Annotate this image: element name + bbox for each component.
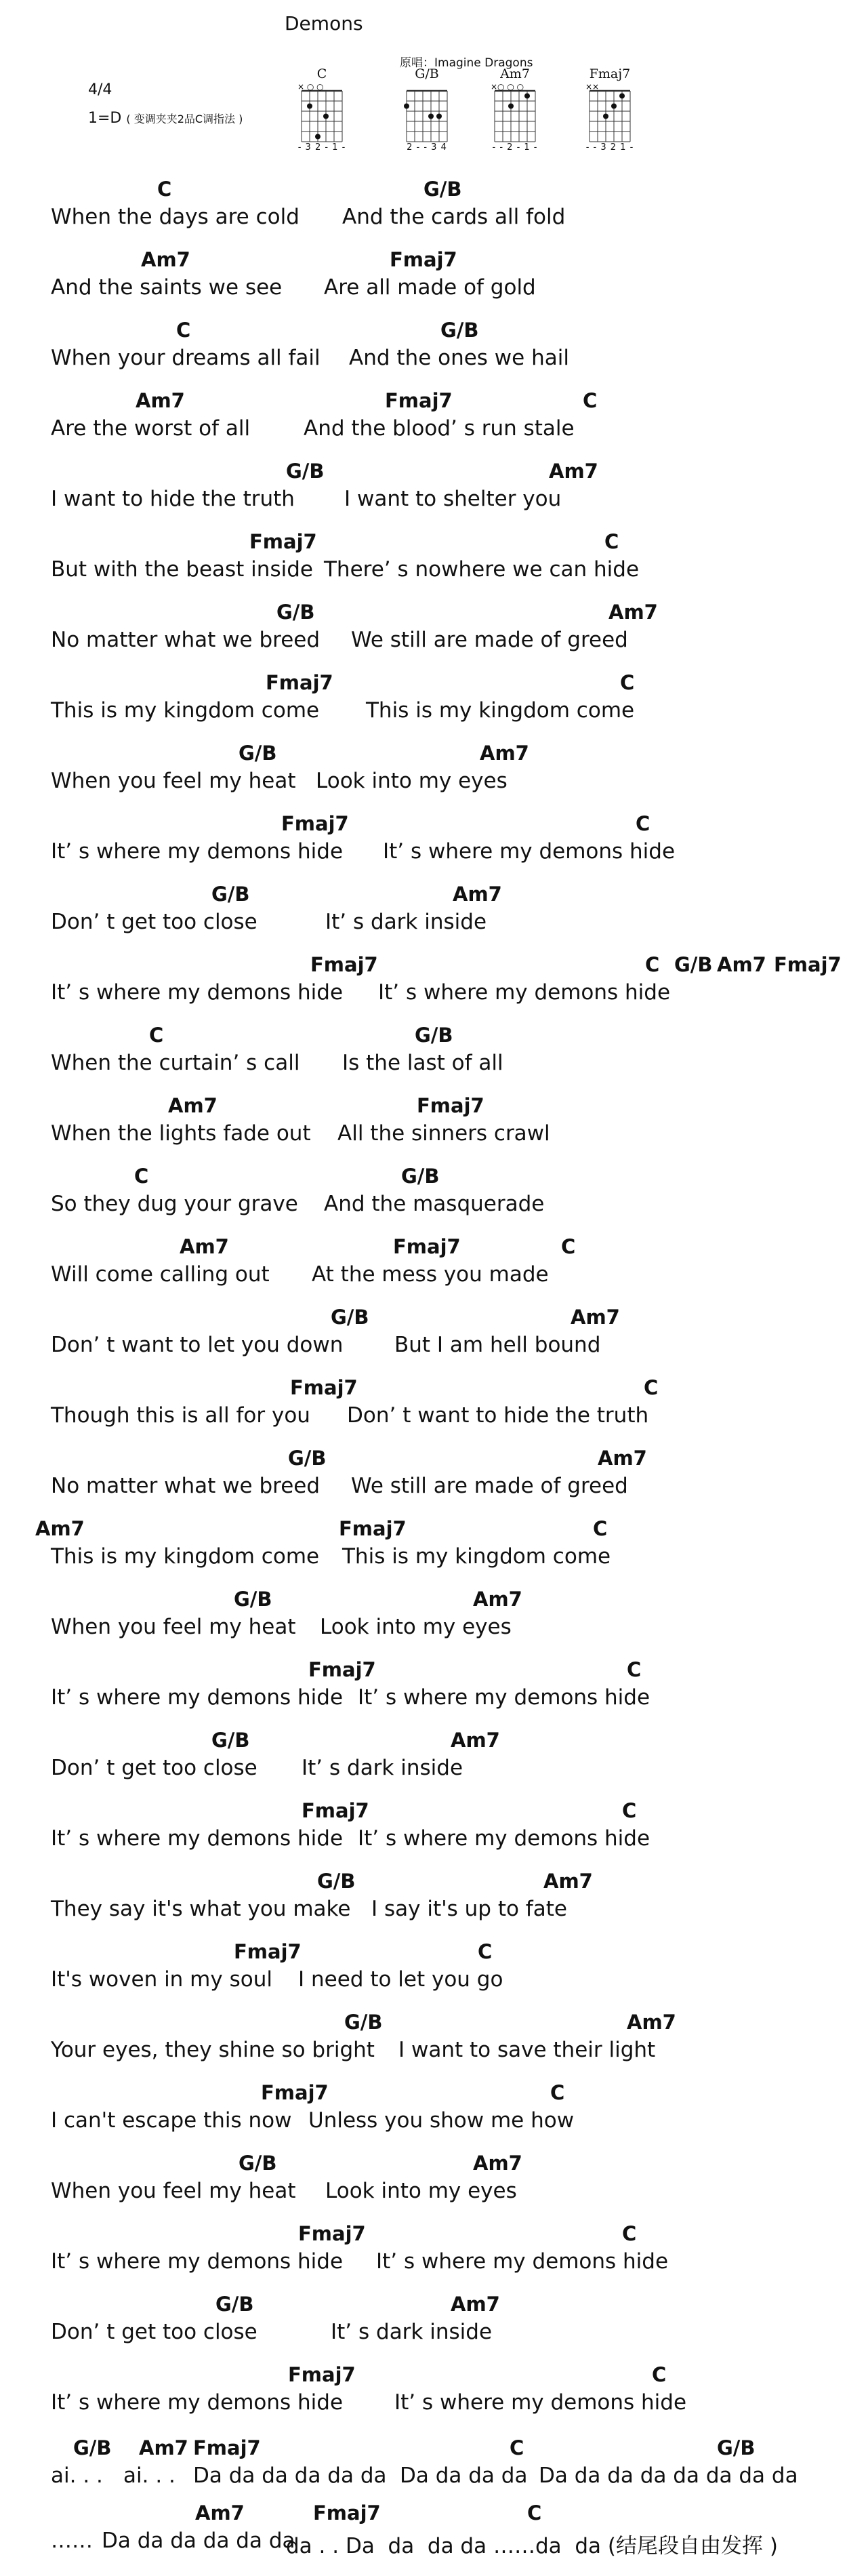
svg-text:× ○ ○: × ○ ○ <box>297 82 324 92</box>
lyric-segment: I say it's up to fate <box>371 1897 567 1921</box>
chord-label: C <box>550 2081 565 2104</box>
lyric-segment: Look into my eyes <box>316 769 508 793</box>
lyric-segment: When your dreams all fail <box>51 346 321 370</box>
lyric-segment: When the days are cold <box>51 205 299 229</box>
lyric-line <box>0 1658 847 1729</box>
lyric-segment: Will come calling out <box>51 1262 270 1287</box>
capo-note: ( 变调夹夹2品C调指法 ) <box>126 113 243 125</box>
lyric-segment: ai. . . <box>123 2463 175 2488</box>
chord-label: Am7 <box>608 601 658 624</box>
chord-label: G/B <box>286 460 325 483</box>
lyric-line <box>0 2152 847 2223</box>
lyric-segment: It’ s where my demons hide <box>378 980 671 1005</box>
chord-label: Fmaj7 <box>288 2363 356 2386</box>
chord-label: G/B <box>401 1165 440 1188</box>
chord-label: C <box>583 389 598 412</box>
lyric-line <box>0 742 847 813</box>
lyric-line <box>0 1094 847 1165</box>
chord-label: G/B <box>674 953 713 976</box>
chord-fingering: - - 2 - 1 - <box>492 142 538 153</box>
lyric-segment: Is the last of all <box>342 1051 503 1075</box>
svg-text:×○ ○ ○: ×○ ○ ○ <box>491 82 524 92</box>
lyric-segment: They say it's what you make <box>51 1897 351 1921</box>
chord-label: G/B <box>717 2436 756 2459</box>
chord-label: Am7 <box>627 2011 676 2034</box>
lyric-line <box>0 1376 847 1447</box>
lyric-segment: We still are made of greed <box>351 628 628 652</box>
chord-label: Fmaj7 <box>290 1376 358 1399</box>
chord-label: G/B <box>234 1588 272 1611</box>
song-title: Demons <box>285 12 363 35</box>
lyric-line <box>0 2436 847 2508</box>
chord-diagram-name: Fmaj7 <box>589 66 631 81</box>
chord-label: Am7 <box>549 460 598 483</box>
chord-label: C <box>627 1658 642 1681</box>
chord-label: C <box>510 2436 524 2459</box>
lyric-segment: Are the worst of all <box>51 416 251 441</box>
lyric-segment: It’ s where my demons hide <box>358 1826 650 1851</box>
lyric-segment: And the ones we hail <box>349 346 569 370</box>
lyric-line <box>0 2081 847 2152</box>
chord-label: C <box>636 812 650 835</box>
lyric-line <box>0 1588 847 1659</box>
lyric-line <box>0 2363 847 2434</box>
lyric-segment: This is my kingdom come <box>51 1544 320 1569</box>
lyric-line <box>0 1235 847 1306</box>
chord-label: Fmaj7 <box>266 671 333 694</box>
lyric-segment: And the masquerade <box>324 1192 545 1216</box>
lyric-line <box>0 883 847 954</box>
lyric-segment: All the sinners crawl <box>337 1121 550 1146</box>
lyric-line <box>0 1165 847 1236</box>
chord-label: G/B <box>344 2011 383 2034</box>
lyric-segment: It’ s where my demons hide <box>358 1685 650 1710</box>
chord-label: Am7 <box>136 389 185 412</box>
lyric-segment: Don’ t get too close <box>51 910 257 934</box>
lyric-segment: When the lights fade out <box>51 1121 311 1146</box>
chord-label: Fmaj7 <box>308 1658 376 1681</box>
lyric-segment: When the curtain’ s call <box>51 1051 300 1075</box>
lyric-segment: Your eyes, they shine so bright <box>51 2038 375 2062</box>
chord-label: Am7 <box>717 953 766 976</box>
chord-label: Fmaj7 <box>234 1940 302 1963</box>
chord-label: Am7 <box>453 883 502 906</box>
chord-label: C <box>149 1024 164 1047</box>
chord-label: G/B <box>288 1447 327 1470</box>
lyric-segment: When you feel my heat <box>51 769 296 793</box>
lyric-segment: This is my kingdom come <box>51 698 320 723</box>
chord-label: C <box>176 319 191 342</box>
lyric-segment: Look into my eyes <box>325 2179 517 2203</box>
lyric-line <box>0 319 847 390</box>
lyric-segment: It’ s dark inside <box>331 2320 493 2344</box>
lyric-segment: This is my kingdom come <box>342 1544 611 1569</box>
lyric-segment: This is my kingdom come <box>366 698 635 723</box>
svg-text:××: ×× <box>585 82 600 92</box>
chord-label: Fmaj7 <box>298 2222 366 2245</box>
chord-diagram-name: C <box>316 66 327 81</box>
lyric-line <box>0 178 847 249</box>
chord-label: Fmaj7 <box>417 1094 484 1117</box>
lyric-segment: It's woven in my soul <box>51 1967 272 1992</box>
chord-label: G/B <box>331 1306 369 1329</box>
lyric-segment: It’ s where my demons hide <box>51 1685 344 1710</box>
chord-label: C <box>527 2501 542 2524</box>
chord-label: G/B <box>239 742 277 765</box>
lyric-segment: We still are made of greed <box>351 1474 628 1498</box>
chord-label: C <box>644 1376 659 1399</box>
lyric-line <box>0 953 847 1024</box>
singer-credit: 原唱：Imagine Dragons <box>400 56 533 70</box>
lyric-segment: It’ s dark inside <box>302 1756 463 1780</box>
lyric-segment: Don’ t want to let you down <box>51 1333 344 1357</box>
lyric-line <box>0 812 847 883</box>
lyric-line <box>0 1447 847 1518</box>
lyric-segment: It’ s where my demons hide <box>51 2249 344 2274</box>
lyric-segment: When you feel my heat <box>51 2179 296 2203</box>
lyric-line <box>0 2011 847 2082</box>
chord-label: C <box>593 1517 608 1540</box>
lyric-segment: But I am hell bound <box>394 1333 601 1357</box>
chord-label: Fmaj7 <box>249 530 317 553</box>
chord-label: C <box>645 953 660 976</box>
lyric-segment: And the cards all fold <box>342 205 566 229</box>
lyric-segment: And the blood’ s run stale <box>304 416 575 441</box>
lyric-segment: I need to let you go <box>298 1967 503 1992</box>
chord-label: Am7 <box>195 2501 245 2524</box>
chord-label: Fmaj7 <box>261 2081 329 2104</box>
chord-label: G/B <box>440 319 479 342</box>
chord-label: G/B <box>215 2293 254 2316</box>
lyric-segment: It’ s where my demons hide <box>394 2390 687 2415</box>
chord-label: Fmaj7 <box>310 953 378 976</box>
chord-label: Fmaj7 <box>193 2436 261 2459</box>
chord-label: Am7 <box>543 1870 593 1893</box>
chord-label: Fmaj7 <box>390 248 457 271</box>
lyric-segment: I can't escape this now <box>51 2108 292 2133</box>
lyric-segment: It’ s where my demons hide <box>51 1826 344 1851</box>
lyric-segment: But with the beast inside <box>51 557 313 582</box>
lyric-line <box>0 601 847 672</box>
time-signature: 4/4 <box>88 81 112 98</box>
chord-label: Am7 <box>168 1094 218 1117</box>
lyric-segment: So they dug your grave <box>51 1192 298 1216</box>
chord-fingering: - 3 2 - 1 - <box>297 142 346 153</box>
lyric-line <box>0 1306 847 1377</box>
chord-label: C <box>622 1799 637 1822</box>
chord-label: C <box>620 671 635 694</box>
chord-fingering: - - 3 2 1 - <box>585 142 634 153</box>
lyric-segment: It’ s where my demons hide <box>51 980 344 1005</box>
chord-fingering: 2 - - 3 4 <box>407 142 447 153</box>
chord-label: Fmaj7 <box>281 812 349 835</box>
chord-label: C <box>561 1235 576 1258</box>
chord-label: Fmaj7 <box>385 389 453 412</box>
chord-label: C <box>478 1940 493 1963</box>
lyric-line <box>0 1517 847 1588</box>
lyric-line <box>0 2501 847 2573</box>
chord-label: G/B <box>211 883 250 906</box>
lyric-line <box>0 460 847 531</box>
lyric-segment: Da da da da <box>400 2463 528 2488</box>
chord-label: Am7 <box>35 1517 85 1540</box>
lyric-line <box>0 1729 847 1800</box>
chord-label: G/B <box>239 2152 277 2175</box>
chord-label: C <box>157 178 172 201</box>
lyric-segment: I want to hide the truth <box>51 487 295 511</box>
chord-label: G/B <box>211 1729 250 1752</box>
lyric-segment: Da da da da da da <box>102 2529 295 2553</box>
lyric-segment: When you feel my heat <box>51 1615 296 1639</box>
chord-label: G/B <box>415 1024 453 1047</box>
chord-label: Fmaj7 <box>339 1517 407 1540</box>
lyric-line <box>0 248 847 319</box>
lyric-segment: Da da da da da da da da <box>539 2463 798 2488</box>
chord-label: Fmaj7 <box>774 953 842 976</box>
chord-label: Fmaj7 <box>393 1235 461 1258</box>
chord-label: Am7 <box>451 1729 500 1752</box>
lyric-segment: Though this is all for you <box>51 1403 310 1428</box>
lyric-line <box>0 1024 847 1095</box>
chord-label: C <box>622 2222 637 2245</box>
chord-label: Fmaj7 <box>313 2501 381 2524</box>
chord-label: Am7 <box>451 2293 500 2316</box>
lyric-line <box>0 2293 847 2364</box>
chord-label: G/B <box>276 601 315 624</box>
lyric-line <box>0 389 847 460</box>
chord-diagram-name: Am7 <box>500 66 530 81</box>
key-main: 1=D <box>88 110 122 127</box>
lyric-segment: It’ s where my demons hide <box>383 839 676 864</box>
chord-label: Fmaj7 <box>302 1799 369 1822</box>
chord-label: C <box>652 2363 667 2386</box>
lyric-segment: ai. . . <box>51 2463 103 2488</box>
chord-label: Am7 <box>141 248 190 271</box>
lyric-segment: No matter what we breed <box>51 1474 321 1498</box>
lyric-segment: …… <box>51 2529 93 2553</box>
lyric-segment: Are all made of gold <box>324 275 536 300</box>
lyric-segment: It’ s where my demons hide <box>376 2249 669 2274</box>
chord-label: Am7 <box>180 1235 229 1258</box>
lyric-segment: Don’ t get too close <box>51 1756 257 1780</box>
lyric-segment: It’ s where my demons hide <box>51 839 344 864</box>
lyric-segment: No matter what we breed <box>51 628 321 652</box>
lyric-line <box>0 530 847 601</box>
chord-label: Am7 <box>473 2152 522 2175</box>
chord-label: G/B <box>424 178 462 201</box>
lyric-line <box>0 1940 847 2011</box>
lyric-segment: Look into my eyes <box>320 1615 512 1639</box>
lyric-segment: It’ s dark inside <box>325 910 487 934</box>
lyric-segment: Don’ t want to hide the truth <box>347 1403 649 1428</box>
chord-label: C <box>134 1165 149 1188</box>
lyric-segment: Don’ t get too close <box>51 2320 257 2344</box>
lyric-segment: I want to shelter you <box>344 487 562 511</box>
chord-label: Am7 <box>139 2436 188 2459</box>
lyric-segment: I want to save their light <box>398 2038 656 2062</box>
lyric-segment: da . . Da da da da ……da da (结尾段自由发挥 ) <box>286 2534 778 2558</box>
chord-label: Am7 <box>571 1306 620 1329</box>
lyric-segment: And the saints we see <box>51 275 283 300</box>
chord-label: G/B <box>73 2436 112 2459</box>
lyric-segment: It’ s where my demons hide <box>51 2390 344 2415</box>
chord-label: G/B <box>317 1870 356 1893</box>
chord-diagram-name: G/B <box>415 66 439 81</box>
lyric-segment: Unless you show me how <box>308 2108 575 2133</box>
lyric-line <box>0 2222 847 2293</box>
lyric-segment: Da da da da da da <box>193 2463 387 2488</box>
lyric-segment: At the mess you made <box>312 1262 549 1287</box>
lyric-line <box>0 671 847 742</box>
lyric-line <box>0 1870 847 1941</box>
chord-label: Am7 <box>598 1447 647 1470</box>
chord-label: C <box>604 530 619 553</box>
lyric-segment: There’ s nowhere we can hide <box>324 557 640 582</box>
chord-label: Am7 <box>480 742 529 765</box>
lyric-line <box>0 1799 847 1870</box>
chord-label: Am7 <box>473 1588 522 1611</box>
